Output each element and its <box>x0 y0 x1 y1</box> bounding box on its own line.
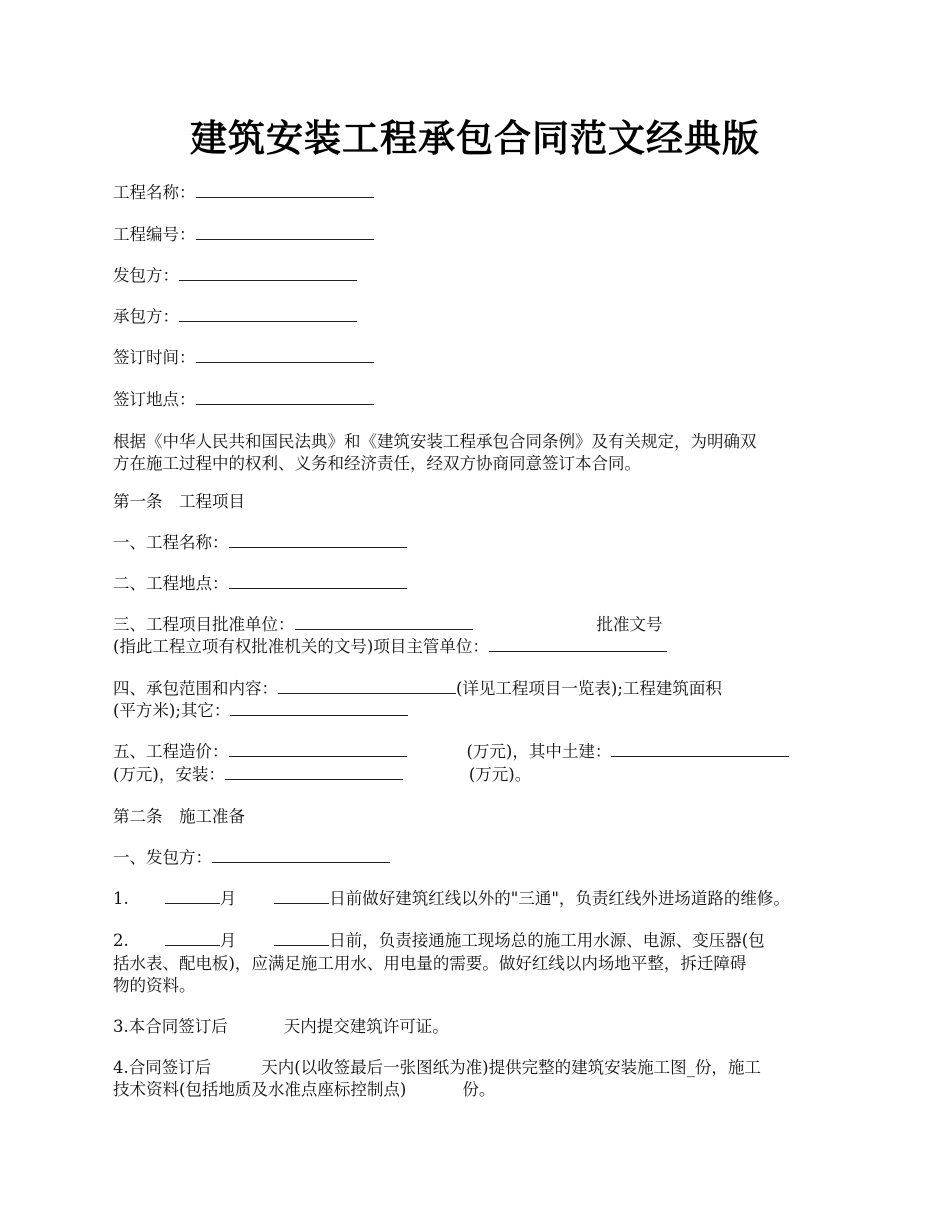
article-2-para-2-line-3: 物的资料。 <box>113 976 196 995</box>
article-2-para-2 <box>113 930 765 952</box>
article-2-party-a <box>113 847 390 869</box>
article-2-para-4-line-2 <box>113 1079 495 1101</box>
field-label: 承包方： <box>113 307 179 326</box>
item-text: 技术资料(包括地质及水准点座标控制点) <box>113 1080 407 1099</box>
item-text: (指此工程立项有权批准机关的文号)项目主管单位： <box>113 637 489 656</box>
article-2-para-4 <box>113 1057 761 1079</box>
blank-line <box>196 390 374 405</box>
item-text: (平方米);其它： <box>113 701 231 720</box>
para-number: 1. <box>113 889 129 908</box>
field-label: 工程编号： <box>113 225 196 244</box>
item-text: (万元)，其中土建： <box>466 742 612 761</box>
field-party-b <box>113 306 357 328</box>
blank-line <box>165 889 220 904</box>
item-text: 3.本合同签订后 <box>113 1017 228 1036</box>
blank-line <box>229 533 407 548</box>
blank-line <box>295 615 473 630</box>
approval-no-label: 批准文号 <box>596 615 663 634</box>
article-2-para-3 <box>113 1016 449 1038</box>
item-text: (详见工程项目一览表);工程建筑面积 <box>456 679 722 698</box>
blank-line <box>278 679 456 694</box>
item-label: 四、承包范围和内容： <box>113 679 278 698</box>
article-2-para-1 <box>113 888 790 910</box>
field-sign-date <box>113 347 374 369</box>
blank-line <box>196 225 374 240</box>
item-text: (万元)。 <box>468 765 532 784</box>
article-1-item-5-cont <box>113 764 531 786</box>
blank-line <box>274 931 329 946</box>
article-1-item-3 <box>113 614 663 636</box>
item-text: 天内提交建筑许可证。 <box>283 1017 449 1036</box>
blank-line <box>179 307 357 322</box>
item-text: 月 <box>219 931 237 950</box>
article-1-item-2 <box>113 573 407 595</box>
blank-line <box>611 742 789 757</box>
blank-line <box>225 765 403 780</box>
field-project-no <box>113 224 374 246</box>
preamble-line-2: 方在施工过程中的权利、义务和经济责任，经双方协商同意签订本合同。 <box>113 454 641 473</box>
field-party-a <box>113 265 357 287</box>
page-title: 建筑安装工程承包合同范文经典版 <box>190 116 760 160</box>
field-label: 发包方： <box>113 266 179 285</box>
item-label: 三、工程项目批准单位： <box>113 615 295 634</box>
blank-line <box>196 348 374 363</box>
item-label: 五、工程造价： <box>113 742 229 761</box>
field-project-name <box>113 182 374 204</box>
item-text: (万元)，安装： <box>113 765 225 784</box>
blank-line <box>196 183 374 198</box>
article-1-item-4 <box>113 678 722 700</box>
article-1-heading: 第一条 工程项目 <box>113 492 245 511</box>
item-text: 份。 <box>462 1080 496 1099</box>
blank-line <box>229 742 407 757</box>
preamble-line-1: 根据《中华人民共和国民法典》和《建筑安装工程承包合同条例》及有关规定，为明确双 <box>113 432 757 451</box>
item-text: 4.合同签订后 <box>113 1058 212 1077</box>
item-label: 一、工程名称： <box>113 533 229 552</box>
field-sign-place <box>113 389 374 411</box>
blank-line <box>165 931 220 946</box>
blank-line <box>212 848 390 863</box>
blank-line <box>489 637 667 652</box>
field-label: 签订地点： <box>113 390 196 409</box>
article-1-item-1 <box>113 532 407 554</box>
blank-line <box>274 889 329 904</box>
item-text: 天内(以收签最后一张图纸为准)提供完整的建筑安装施工图_份，施工 <box>261 1058 761 1077</box>
article-2-heading: 第二条 施工准备 <box>113 807 245 826</box>
article-2-para-2-line-2: 括水表、配电板)，应满足施工用水、用电量的需要。做好红线以内场地平整，拆迁障碍 <box>113 954 747 973</box>
item-label: 一、发包方： <box>113 848 212 867</box>
field-label: 工程名称： <box>113 183 196 202</box>
item-text: 日前做好建筑红线以外的"三通"，负责红线外进场道路的维修。 <box>329 889 790 908</box>
blank-line <box>179 266 357 281</box>
article-1-item-5 <box>113 741 789 763</box>
para-number: 2. <box>113 931 129 950</box>
item-text: 月 <box>219 889 237 908</box>
blank-line <box>230 701 408 716</box>
article-1-item-4-cont <box>113 700 408 722</box>
item-label: 二、工程地点： <box>113 574 229 593</box>
blank-line <box>229 574 407 589</box>
article-1-item-3-cont <box>113 636 667 658</box>
item-text: 日前，负责接通施工现场总的施工用水源、电源、变压器(包 <box>329 931 765 950</box>
field-label: 签订时间： <box>113 348 196 367</box>
